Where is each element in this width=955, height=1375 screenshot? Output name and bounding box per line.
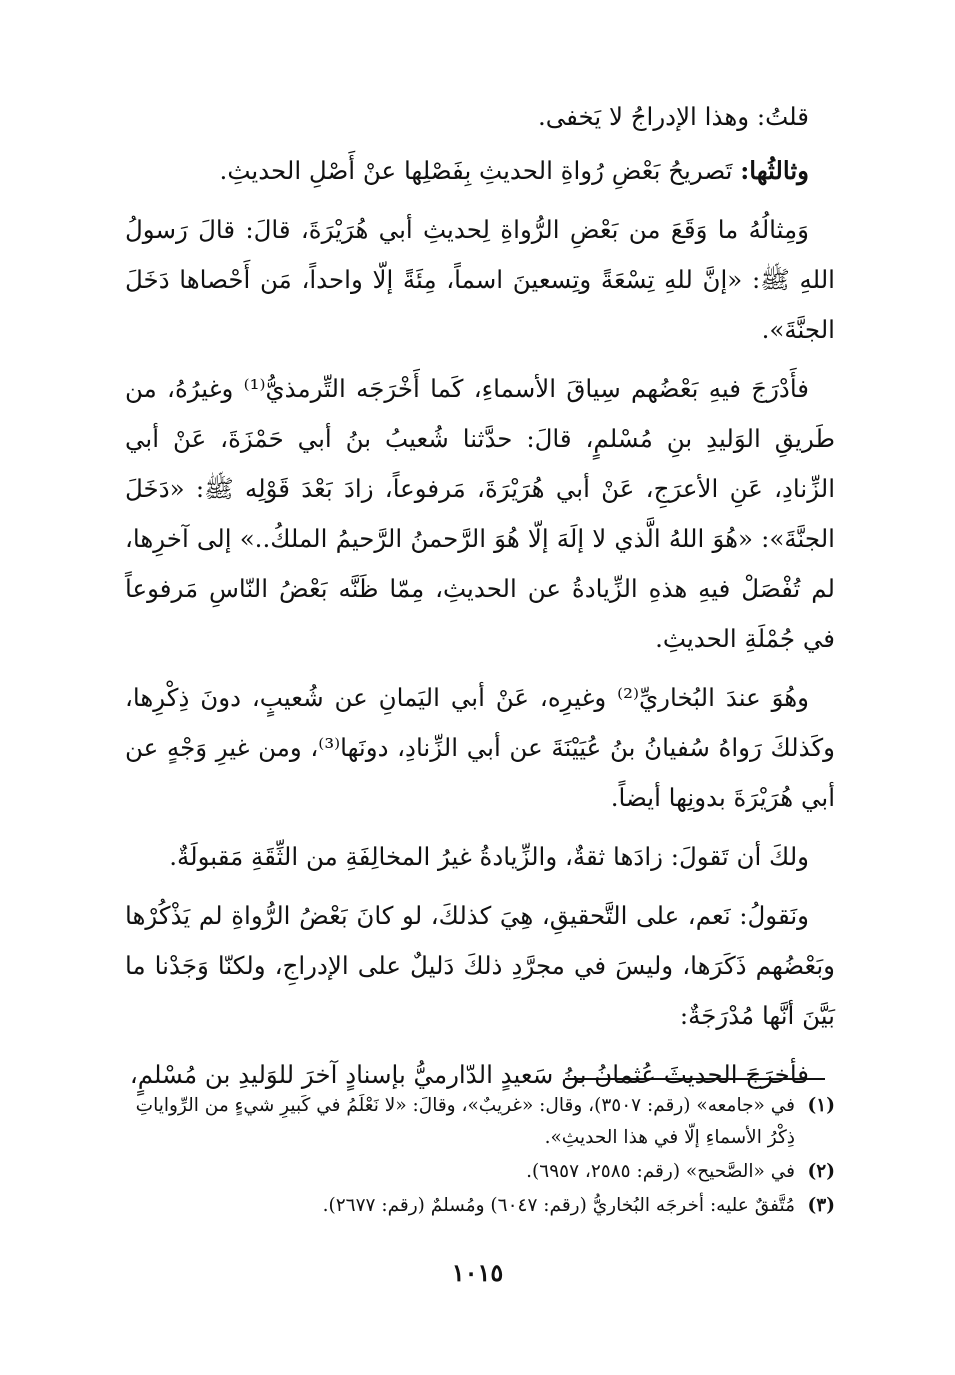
footnote-text: في «الصَّحيح» (رقم: ٢٥٨٥، ٦٩٥٧). (526, 1161, 795, 1182)
paragraph (125, 891, 835, 1041)
footnote-text: مُتَّفقٌ عليه: أخرجَه البُخاريُّ (رقم: ٦٠٤٧) ومُسلمٌ (رقم: ٢٦٧٧). (322, 1195, 795, 1216)
paragraph-text: تَصريحُ بَعْضِ رُواةِ الحديثِ بِفَصْلِها عنْ أَصْلِ الحديثِ. (219, 156, 741, 185)
paragraph-text: وهُوَ عندَ البُخاريِّ⁽²⁾ وغيرِه، عَنْ أبي اليَمانِ عن شُعيبٍ، دونَ ذِكْرِها، وكَذلكَ رَواهُ سُفيانُ بنُ عُيَيْنَةَ عن أبي الزِّنادِ، دونَها⁽³⁾، ومن غيرِ وَجْهٍ عن أبي هُرَيْرَةَ بدونِها أيضاً. (125, 683, 835, 812)
paragraph-text: وَمِثالُهُ ما وَقَعَ من بَعْضِ الرُّواةِ لِحديثِ أبي هُرَيْرَةَ، قالَ: قالَ رَسولُ اللهِ ﷺ: «إنَّ للهِ تِسْعَةً وتِسعينَ اسماً، مِئَةً إلّا واحداً، مَن أَحْصاها دَخَلَ الجنَّةَ». (125, 215, 835, 344)
paragraph (125, 364, 835, 664)
footnote-divider (565, 1078, 825, 1080)
footnotes (125, 1090, 835, 1224)
footnote (125, 1090, 835, 1154)
paragraph-text: قلتُ: وهذا الإدراجُ لا يَخفى. (537, 102, 809, 131)
footnote-number: (٣) (807, 1195, 835, 1216)
footnote (125, 1156, 835, 1188)
paragraph-text: ولكَ أن تَقولَ: زادَها ثقةٌ، والزِّيادةُ غيرُ المخالِفَةِ من الثِّقَةِ مَقبولَةٌ. (169, 842, 809, 871)
paragraph (125, 146, 835, 196)
footnote-text: في «جامعه» (رقم: ٣٥٠٧)، وقال: «غريبٌ»، وقالَ: «لا نَعْلَمُ في كَبيرِ شيءٍ من الرِّواياتِ ذِكْرُ الأسماءِ إلّا في هذا الحديثِ». (135, 1095, 795, 1148)
paragraph-text: ونَقولُ: نَعم، على التَّحقيقِ، هِيَ كذلكَ، لو كانَ بَعْضُ الرُّواةِ لم يَذْكُرْها وبَعْضُهم ذَكَرَها، وليسَ في مجرَّدِ ذلكَ دَليلٌ على الإدراجِ، ولكنّا وَجَدْنا ما بَيَّنَ أنَّها مُدْرَجَةٌ: (125, 901, 835, 1030)
footnote-number: (١) (807, 1095, 835, 1116)
paragraph (125, 673, 835, 823)
footnote (125, 1190, 835, 1222)
paragraph (125, 832, 835, 882)
paragraph-text: فأخرَجَ الحديثَ عُثمانُ بنُ سَعيدٍ الدّارميُّ بإسنادٍ آخرَ للوَليدِ بن مُسْلمٍ، (129, 1060, 809, 1089)
main-text (125, 92, 835, 1109)
paragraph-text: فأَدْرَجَ فيهِ بَعْضُهم سِياقَ الأسماءِ، كَما أَخْرَجَه التِّرمذيُّ⁽¹⁾ وغيرُهُ، من طَريقِ الوَليدِ بنِ مُسْلمٍ، قالَ: حدَّثنا شُعيبُ بنُ أبي حَمْزَةَ، عَنْ أبي الزِّنادِ، عَنِ الأعرَجِ، عَنْ أبي هُرَيْرَةَ، مَرفوعاً، زادَ بَعْدَ قَوْلِه ﷺ: «دَخَلَ الجنَّةَ»: «هُوَ اللهُ الَّذي لا إلَهَ إلّا هُوَ الرَّحمنُ الرَّحيمُ الملكُ..» إلى آخرِها، لم تُفْصَلْ فيهِ هذهِ الزِّيادةُ عن الحديثِ، مِمّا ظَنَّه بَعْضُ النّاسِ مَرفوعاً في جُمْلَةِ الحديثِ. (125, 374, 835, 653)
footnote-number: (٢) (807, 1161, 835, 1182)
paragraph-lead: وثالثُها: (740, 156, 809, 185)
page-number: ١٠١٥ (451, 1258, 504, 1287)
paragraph (125, 92, 835, 142)
paragraph (125, 205, 835, 355)
